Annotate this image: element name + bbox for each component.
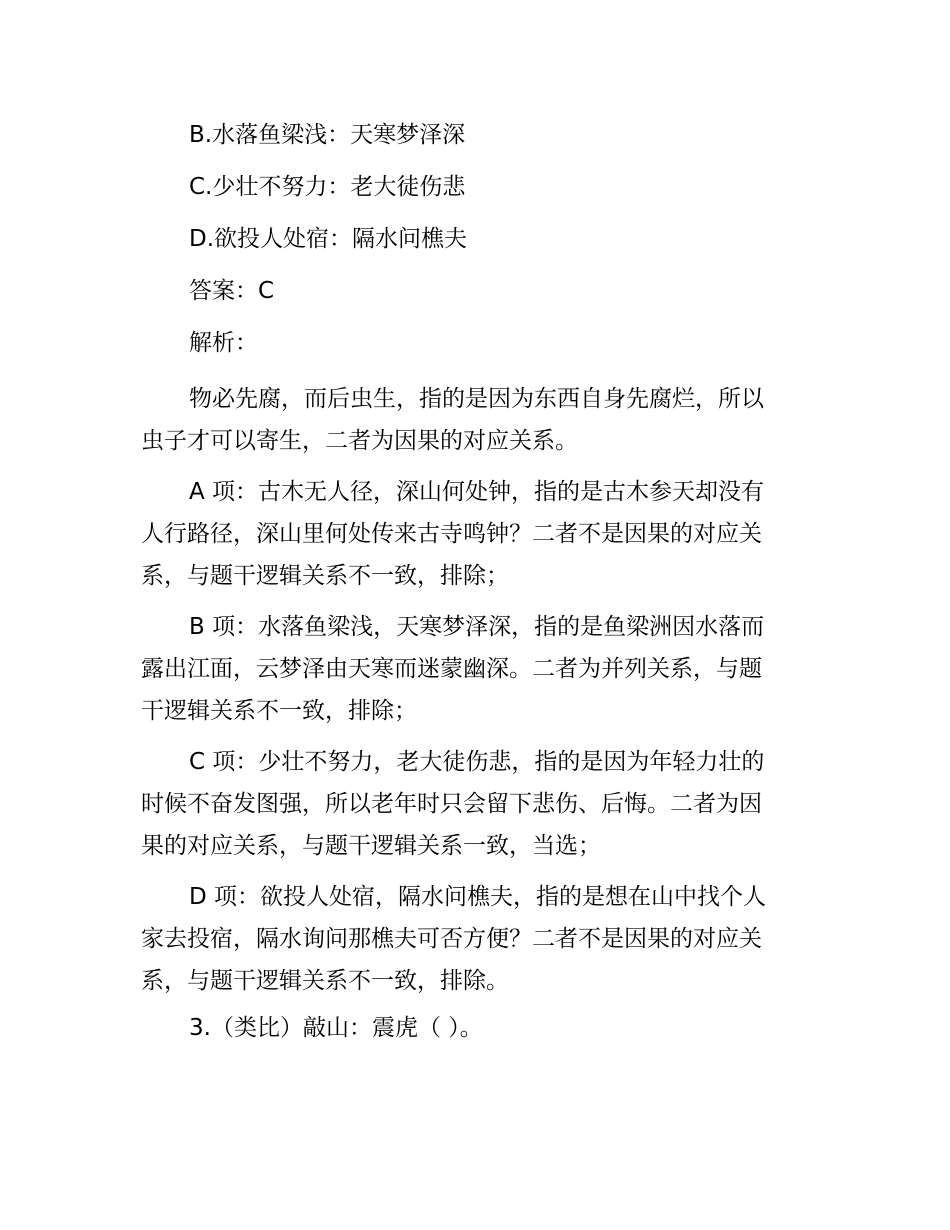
- analysis-label: 解析：: [189, 330, 258, 356]
- next-question: 3.（类比）敲山：震虎（ ）。: [189, 1015, 483, 1041]
- option-c: C.少壮不努力：老大徒伤悲: [189, 174, 466, 200]
- analysis-item-c-line: 果的对应关系，与题干逻辑关系一致，当选；: [141, 833, 601, 859]
- option-d: D.欲投人处宿：隔水问樵夫: [189, 226, 468, 252]
- analysis-item-b-line: 露出江面，云梦泽由天寒而迷蒙幽深。二者为并列关系，与题: [141, 656, 762, 682]
- analysis-item-d-line: 系，与题干逻辑关系不一致，排除。: [141, 968, 509, 994]
- document-body: [141, 118, 813, 1046]
- analysis-item-d-line: D 项：欲投人处宿，隔水问樵夫，指的是想在山中找个人: [189, 884, 767, 910]
- analysis-item-d-line: 家去投宿，隔水询问那樵夫可否方便？二者不是因果的对应关: [141, 926, 762, 952]
- analysis-item-a-line: A 项：古木无人径，深山何处钟，指的是古木参天却没有: [189, 479, 765, 505]
- option-b: B.水落鱼梁浅：天寒梦泽深: [189, 122, 466, 148]
- analysis-item-a: [141, 471, 813, 597]
- analysis-intro-line: 物必先腐，而后虫生，指的是因为东西自身先腐烂，所以: [189, 386, 764, 412]
- analysis-intro-line: 虫子才可以寄生，二者为因果的对应关系。: [141, 428, 578, 454]
- analysis-item-b: [141, 606, 813, 732]
- analysis-item-c: [141, 741, 813, 867]
- analysis-item-b-line: 干逻辑关系不一致，排除；: [141, 698, 417, 724]
- analysis-intro: [141, 378, 813, 462]
- analysis-item-b-line: B 项：水落鱼梁浅，天寒梦泽深，指的是鱼梁洲因水落而: [189, 614, 765, 640]
- analysis-item-c-line: C 项：少壮不努力，老大徒伤悲，指的是因为年轻力壮的: [189, 749, 765, 775]
- answer-line: 答案：C: [189, 278, 275, 304]
- analysis-item-a-line: 系，与题干逻辑关系不一致，排除；: [141, 563, 509, 589]
- analysis-item-c-line: 时候不奋发图强，所以老年时只会留下悲伤、后悔。二者为因: [141, 791, 762, 817]
- analysis-item-a-line: 人行路径，深山里何处传来古寺鸣钟？二者不是因果的对应关: [141, 521, 762, 547]
- analysis-item-d: [141, 876, 813, 1002]
